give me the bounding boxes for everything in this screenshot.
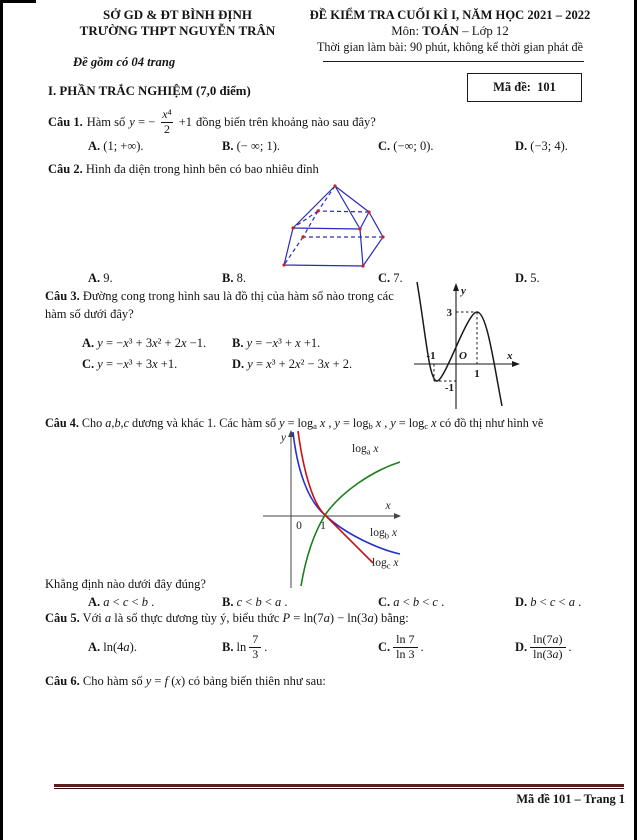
q4-answer-b: B. c < b < a . (222, 595, 288, 609)
tick-neg1-y: -1 (444, 382, 454, 394)
footer-rule (54, 784, 624, 789)
polyhedron-figure (276, 180, 392, 272)
question-5-label: Câu 5. (45, 611, 80, 625)
section-title: I. PHẦN TRẮC NGHIỆM (7,0 điểm) (48, 84, 251, 98)
school-name: TRƯỜNG THPT NGUYỄN TRÂN (79, 23, 276, 38)
question-4-prompt: Khẳng định nào dưới đây đúng? (45, 577, 206, 591)
y-axis-label: y (280, 432, 286, 444)
q3-answer-b: B. y = −x³ + x +1. (232, 336, 321, 350)
q4-answer-c: C. a < b < c . (378, 595, 445, 609)
question-1: Câu 1. Hàm số y = − $\frac{\text{x⁴}}{2}$ +1 đồng biến trên khoảng nào sau đây? (48, 106, 376, 136)
x-axis-label: x (507, 350, 513, 362)
question-4-label: Câu 4. (45, 416, 79, 430)
q2-answer-b: B. 8. (222, 271, 246, 285)
fraction: $\frac{\ln 7}{\ln 3}$ (393, 633, 417, 662)
log-a-label: $\log_a x$ (352, 443, 379, 457)
x-axis-label: x (385, 500, 391, 512)
subject-line: Môn: TOÁN – Lớp 12 (391, 24, 509, 38)
origin-label: O (459, 350, 467, 362)
question-6-label: Câu 6. (45, 674, 80, 688)
q1-answer-a: A. (1; +∞). (88, 139, 144, 153)
x-axis-arrow (512, 361, 520, 367)
exam-duration: Thời gian làm bài: 90 phút, không kể thời gian phát đề (316, 40, 584, 54)
cubic-graph-figure (412, 277, 564, 413)
tick-1: 1 (474, 368, 480, 380)
question-3-label: Câu 3. (45, 289, 80, 303)
question-5: Câu 5. Với a là số thực dương tùy ý, biểu thức P = ln(7a) − ln(3a) bằng: (45, 611, 409, 625)
one-label: 1 (320, 520, 326, 532)
subject-name: TOÁN (422, 24, 459, 38)
q1-answer-d: D. (−3; 4). (515, 139, 568, 153)
q3-answer-c: C. y = −x³ + 3x +1. (82, 357, 178, 371)
q5-answer-a: A. ln(4a). (88, 640, 137, 654)
q3-answer-a: A. y = −x³ + 3x² + 2x −1. (82, 336, 207, 350)
y-axis-label: y (461, 285, 466, 297)
q1-answer-c: C. (−∞; 0). (378, 139, 434, 153)
question-3: Câu 3. Đường cong trong hình sau là đồ thị của hàm số nào trong các hàm số dưới đây? (45, 289, 394, 321)
question-2-label: Câu 2. (48, 162, 83, 176)
question-1-label: Câu 1. (48, 114, 83, 129)
zero-label: 0 (296, 520, 302, 532)
question-2: Câu 2. Hình đa diện trong hình bên có bao nhiêu đỉnh (48, 162, 319, 176)
q5-answer-b: B. ln $\frac{7}{3}$ . (222, 631, 268, 661)
q1-answer-b: B. (− ∞; 1). (222, 139, 280, 153)
log-graph-figure (253, 429, 433, 589)
left-scan-edge (0, 0, 3, 840)
exam-title: ĐỀ KIỂM TRA CUỐI KÌ I, NĂM HỌC 2021 – 2022 (309, 8, 591, 22)
q5-answer-d: D. $\frac{\ln(7a)}{\ln(3a)}$ . (515, 631, 572, 661)
fraction: $\frac{7}{3}$ (249, 633, 261, 662)
department-name: SỞ GD & ĐT BÌNH ĐỊNH (103, 7, 252, 22)
question-4: Câu 4. Cho a,b,c dương và khác 1. Các hàm số $y = \log_a x$ , $y = \log_b x$ , $y = \log_c x$ có đồ thị như hình vẽ (45, 416, 544, 431)
corner-scan-mark (0, 0, 36, 3)
y-axis-arrow (453, 283, 459, 291)
tick-3: 3 (446, 307, 452, 319)
exam-code-box: Mã đề: 101 (467, 73, 582, 102)
x-axis-arrow (394, 513, 401, 519)
fraction: $\frac{\ln(7a)}{\ln(3a)}$ (530, 633, 565, 662)
q4-answer-a: A. a < c < b . (88, 595, 155, 609)
header-underline (323, 61, 584, 62)
footer-page-label: Mã đề 101 – Trang 1 (516, 792, 625, 806)
header-right-block (300, 7, 600, 55)
log-c-label: $\log_c x$ (372, 557, 399, 571)
q4-answer-d: D. b < c < a . (515, 595, 582, 609)
header-left-block (55, 7, 300, 39)
pages-note: Đề gồm có 04 trang (73, 55, 176, 69)
q2-answer-a: A. 9. (88, 271, 113, 285)
q5-answer-c: C. $\frac{\ln 7}{\ln 3}$ . (378, 631, 424, 661)
q2-answer-d: D. 5. (515, 271, 540, 285)
log-b-label: $\log_b x$ (370, 527, 397, 541)
q2-answer-c: C. 7. (378, 271, 403, 285)
tick-neg1-x: -1 (426, 350, 436, 362)
vertex-dots (282, 184, 384, 267)
cubic-curve (417, 282, 502, 406)
q3-answer-d: D. y = x³ + 2x² − 3x + 2. (232, 357, 353, 371)
question-6: Câu 6. Cho hàm số y = f (x) có bảng biến thiên như sau: (45, 674, 326, 688)
fraction: $\frac{\text{x⁴}}{2}$ (162, 106, 172, 136)
